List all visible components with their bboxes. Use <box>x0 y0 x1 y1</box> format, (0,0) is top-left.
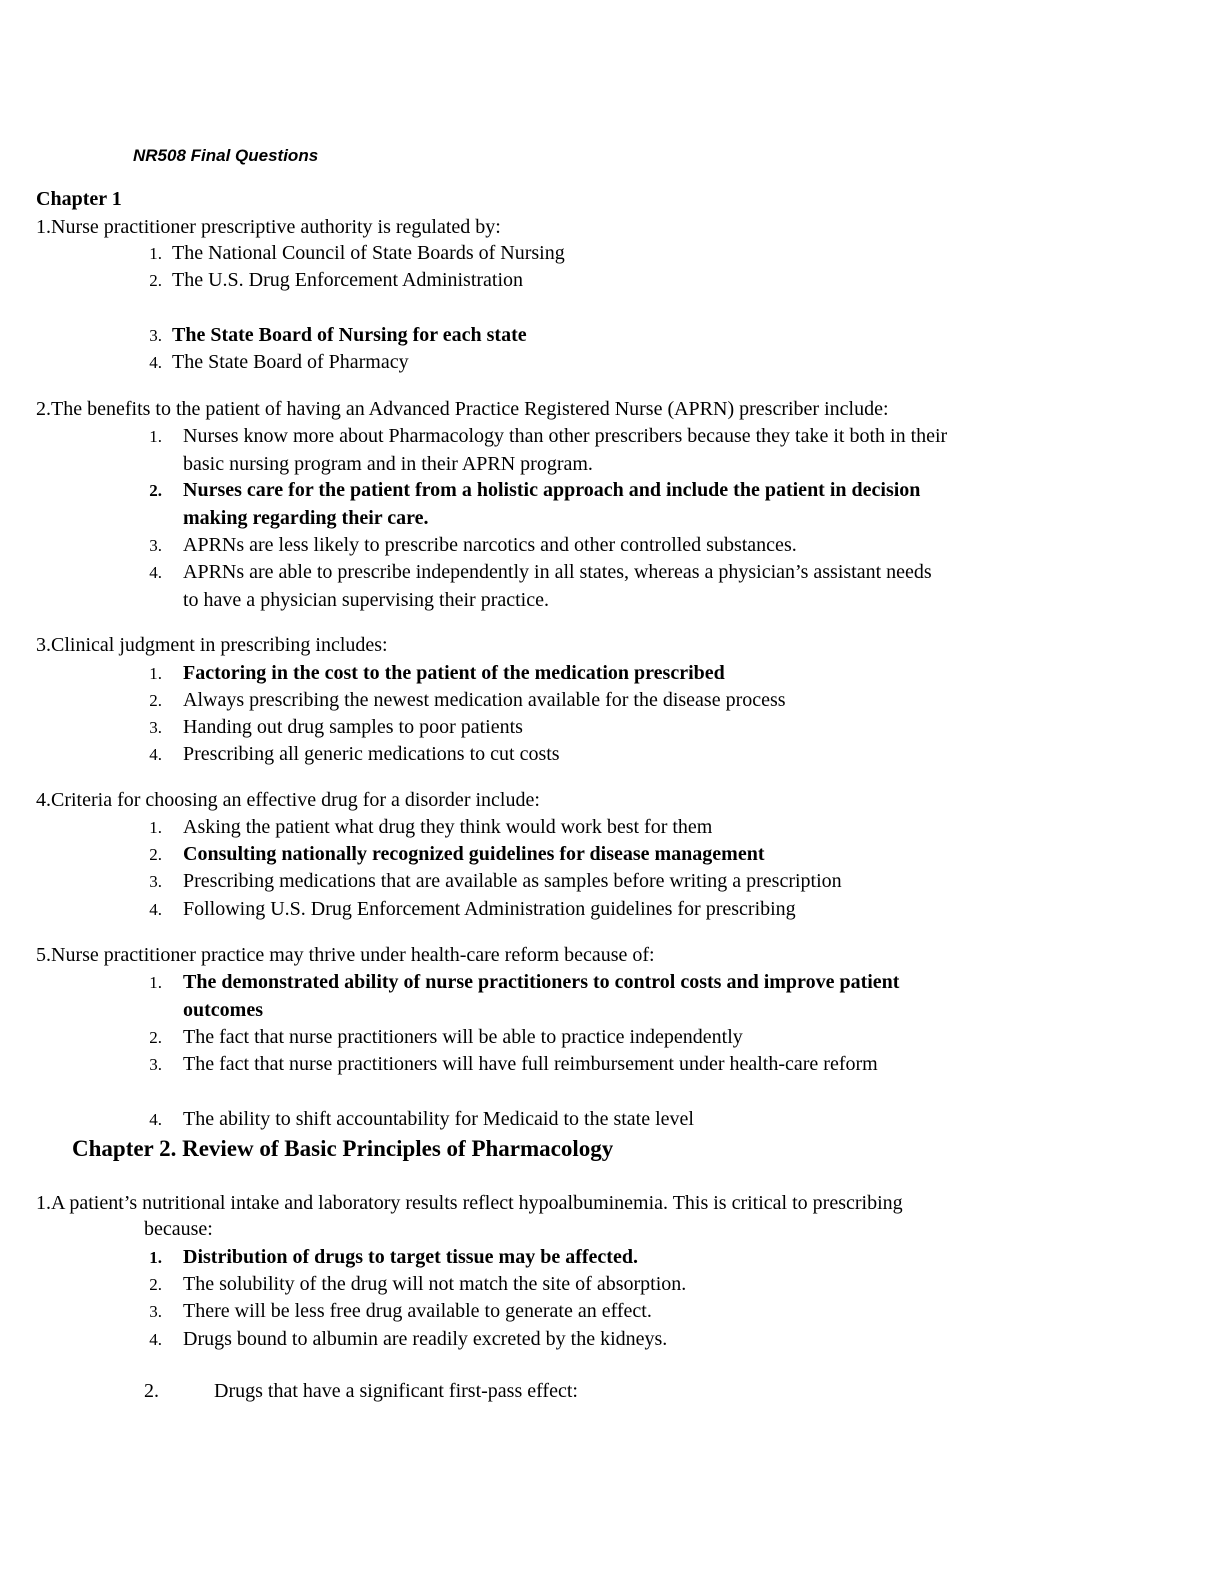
option-number: 1. <box>149 973 162 992</box>
question-stem <box>36 1190 903 1242</box>
option-number: 4. <box>149 563 162 582</box>
answer-option <box>144 423 964 479</box>
question-stem: 1.Nurse practitioner prescriptive authority is regulated by: <box>36 216 501 238</box>
option-number: 1. <box>149 427 162 446</box>
option-number: 3. <box>149 718 162 737</box>
option-number: 1. <box>149 1248 162 1267</box>
option-text: The fact that nurse practitioners will be able to practice independently <box>183 1026 743 1048</box>
option-text: Following U.S. Drug Enforcement Administration guidelines for prescribing <box>183 898 796 920</box>
option-text: Distribution of drugs to target tissue may be affected. <box>183 1246 638 1268</box>
option-number: 1. <box>149 818 162 837</box>
question-stem-continuation: because: <box>144 1218 213 1240</box>
option-number: 3. <box>149 1055 162 1074</box>
option-text: There will be less free drug available to generate an effect. <box>183 1300 652 1322</box>
option-number: 1. <box>149 244 162 263</box>
option-number: 4. <box>149 1330 162 1349</box>
option-number: 2. <box>149 691 162 710</box>
option-number: 3. <box>149 872 162 891</box>
option-number: 2. <box>149 481 162 500</box>
question-stem-line: 1.A patient’s nutritional intake and laboratory results reflect hypoalbuminemia. This is critical to prescribing <box>36 1192 903 1214</box>
option-text: The demonstrated ability of nurse practitioners to control costs and improve patient outcomes <box>183 971 900 1021</box>
answer-option <box>144 559 964 615</box>
option-text: APRNs are less likely to prescribe narcotics and other controlled substances. <box>183 534 797 556</box>
option-number: 4. <box>149 745 162 764</box>
option-text: Prescribing all generic medications to cut costs <box>183 743 560 765</box>
option-text: The U.S. Drug Enforcement Administration <box>172 269 524 291</box>
answer-option-correct <box>144 969 964 1025</box>
question-stem: 5.Nurse practitioner practice may thrive under health-care reform because of: <box>36 944 655 966</box>
chapter-1-heading: Chapter 1 <box>36 188 122 210</box>
option-number: 2. <box>149 1028 162 1047</box>
option-text: Prescribing medications that are available as samples before writing a prescription <box>183 870 842 892</box>
option-text: Drugs bound to albumin are readily excreted by the kidneys. <box>183 1328 668 1350</box>
question-stem: 2.The benefits to the patient of having an Advanced Practice Registered Nurse (APRN) prescriber include: <box>36 398 889 420</box>
option-number: 3. <box>149 1302 162 1321</box>
question-number: 2. <box>144 1380 159 1402</box>
chapter-2-heading: Chapter 2. Review of Basic Principles of Pharmacology <box>72 1136 614 1161</box>
option-text: The solubility of the drug will not match the site of absorption. <box>183 1273 687 1295</box>
question-stem: 4.Criteria for choosing an effective drug for a disorder include: <box>36 789 540 811</box>
option-text: The State Board of Pharmacy <box>172 351 409 373</box>
option-text: Asking the patient what drug they think would work best for them <box>183 816 713 838</box>
option-number: 2. <box>149 1275 162 1294</box>
question-stem: 3.Clinical judgment in prescribing includes: <box>36 634 388 656</box>
document-title: NR508 Final Questions <box>133 146 319 165</box>
option-text: The ability to shift accountability for Medicaid to the state level <box>183 1108 694 1130</box>
option-number: 3. <box>149 326 162 345</box>
answer-option-correct <box>144 477 964 533</box>
option-text: Nurses know more about Pharmacology than other prescribers because they take it both in their basic nursing program and in their APRN program. <box>183 425 948 475</box>
question-stem: Drugs that have a significant first-pass effect: <box>214 1380 578 1402</box>
option-text: Nurses care for the patient from a holistic approach and include the patient in decision making regarding their care. <box>183 479 921 529</box>
option-text: Factoring in the cost to the patient of the medication prescribed <box>183 662 725 684</box>
option-number: 2. <box>149 271 162 290</box>
option-text: The National Council of State Boards of Nursing <box>172 242 565 264</box>
option-number: 4. <box>149 353 162 372</box>
option-number: 2. <box>149 845 162 864</box>
option-number: 4. <box>149 1110 162 1129</box>
option-text: Consulting nationally recognized guidelines for disease management <box>183 843 765 865</box>
option-number: 3. <box>149 536 162 555</box>
option-text: APRNs are able to prescribe independently in all states, whereas a physician’s assistant needs to have a physician supervising their practice. <box>183 561 932 611</box>
option-text: Always prescribing the newest medication available for the disease process <box>183 689 786 711</box>
option-number: 1. <box>149 664 162 683</box>
answer-option <box>144 1051 964 1107</box>
option-text: Handing out drug samples to poor patients <box>183 716 523 738</box>
option-number: 4. <box>149 900 162 919</box>
option-text: The State Board of Nursing for each state <box>172 324 527 346</box>
option-text: The fact that nurse practitioners will have full reimbursement under health-care reform <box>183 1053 878 1075</box>
